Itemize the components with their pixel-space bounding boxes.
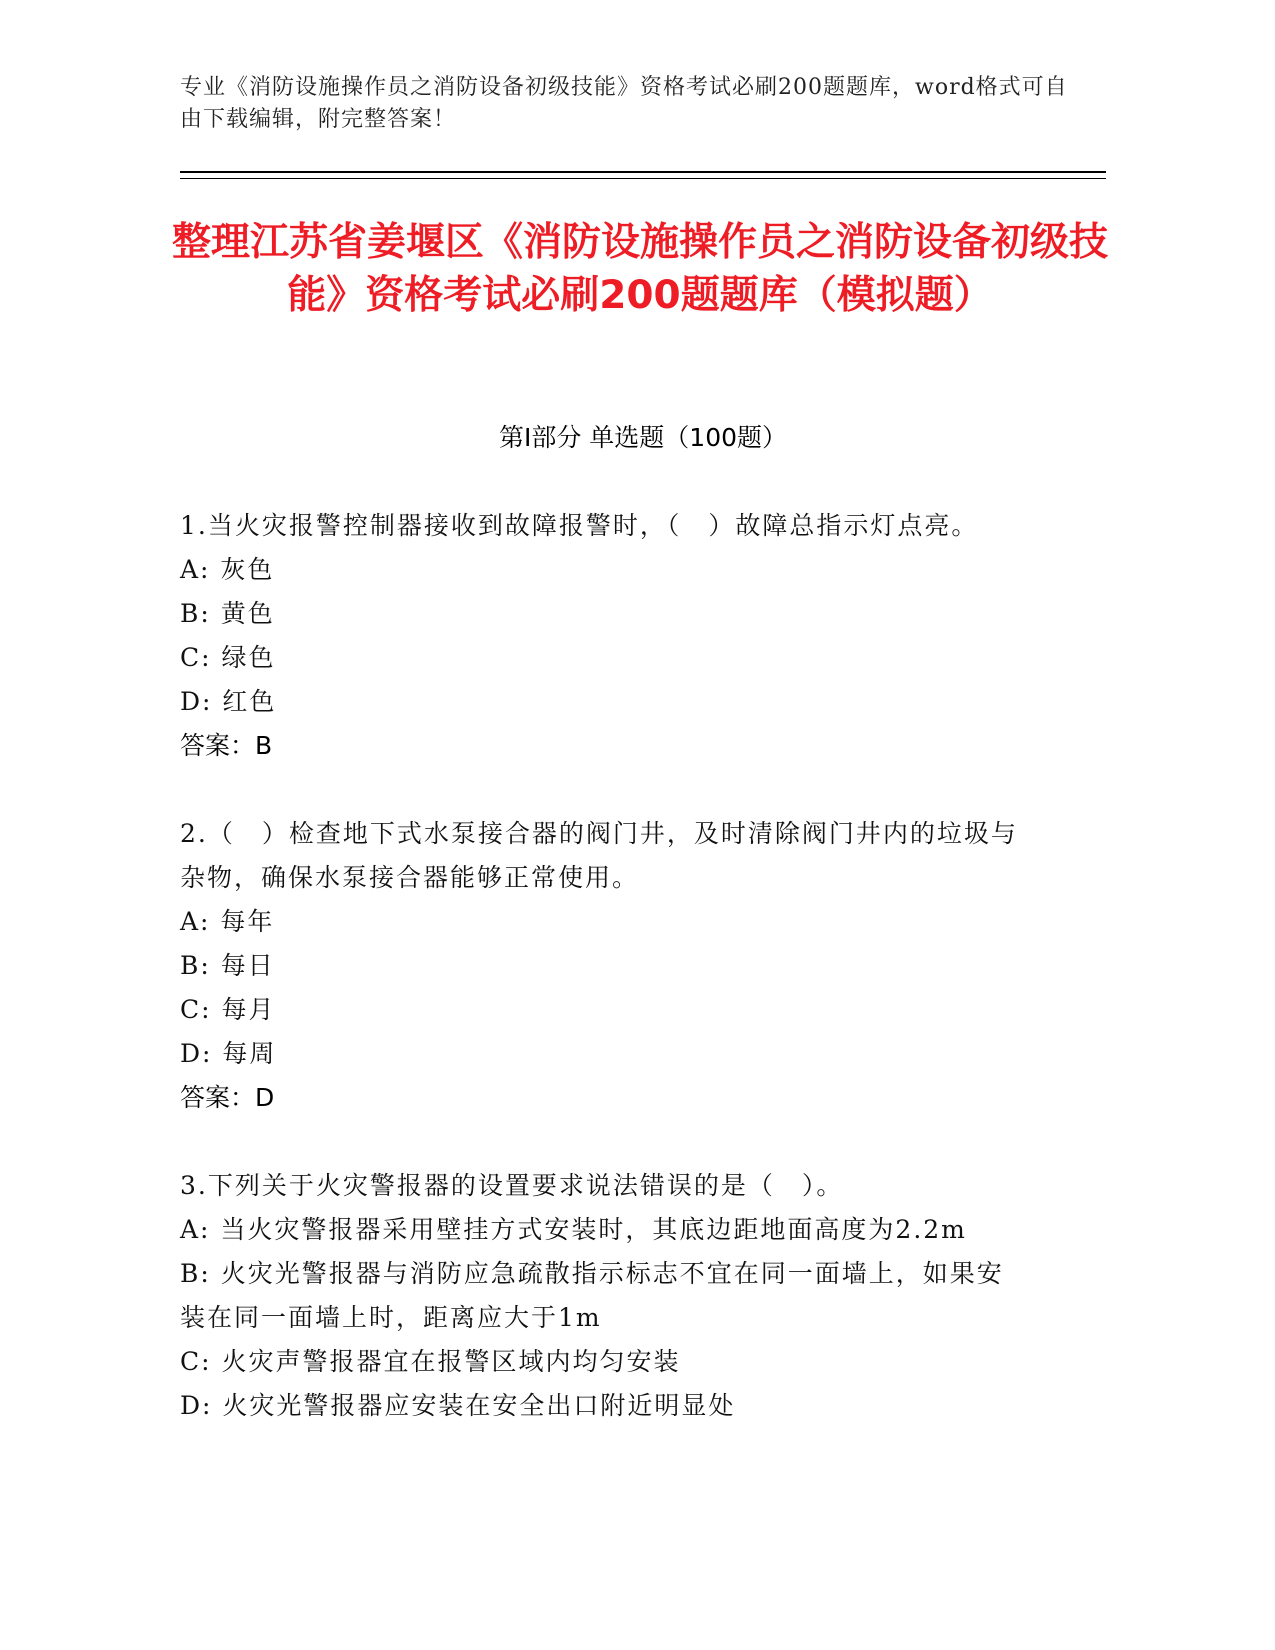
option-a: A: 灰色: [180, 555, 275, 584]
option-c: C: 每月: [180, 995, 276, 1024]
question-1: [180, 504, 1030, 768]
header-rule-thick: [180, 171, 1106, 173]
option-a: A: 每年: [180, 907, 275, 936]
question-stem: 2.（ ）检查地下式水泵接合器的阀门井，及时清除阀门井内的垃圾与杂物，确保水泵接合器能够正常使用。: [180, 819, 1018, 892]
answer-line: 答案：B: [180, 731, 273, 760]
question-list: [180, 504, 1030, 1472]
option-d: D: 每周: [180, 1039, 277, 1068]
header-note: 专业《消防设施操作员之消防设备初级技能》资格考试必刷200题题库，word格式可自由下载编辑，附完整答案！: [180, 75, 1068, 132]
question-3: [180, 1164, 1030, 1428]
section-title: 第Ⅰ部分 单选题（100题）: [498, 423, 788, 452]
answer-line: 答案：D: [180, 1083, 275, 1112]
document-title: 整理江苏省姜堰区《消防设施操作员之消防设备初级技能》资格考试必刷200题题库（模拟题）: [171, 220, 1108, 318]
option-c: C: 绿色: [180, 643, 276, 672]
option-b: B: 每日: [180, 951, 275, 980]
option-d: D: 红色: [180, 687, 277, 716]
option-d: D: 火灾光警报器应安装在安全出口附近明显处: [180, 1391, 736, 1420]
option-c: C: 火灾声警报器宜在报警区域内均匀安装: [180, 1347, 681, 1376]
question-2: [180, 812, 1030, 1120]
header-rule-thin: [180, 178, 1106, 179]
question-stem: 3.下列关于火灾警报器的设置要求说法错误的是（ ）。: [180, 1171, 844, 1200]
option-a: A: 当火灾警报器采用壁挂方式安装时，其底边距地面高度为2.2m: [180, 1215, 967, 1244]
option-b: B: 火灾光警报器与消防应急疏散指示标志不宜在同一面墙上，如果安装在同一面墙上时，距离应大于1m: [180, 1259, 1004, 1332]
question-stem: 1.当火灾报警控制器接收到故障报警时，（ ）故障总指示灯点亮。: [180, 511, 979, 540]
option-b: B: 黄色: [180, 599, 275, 628]
